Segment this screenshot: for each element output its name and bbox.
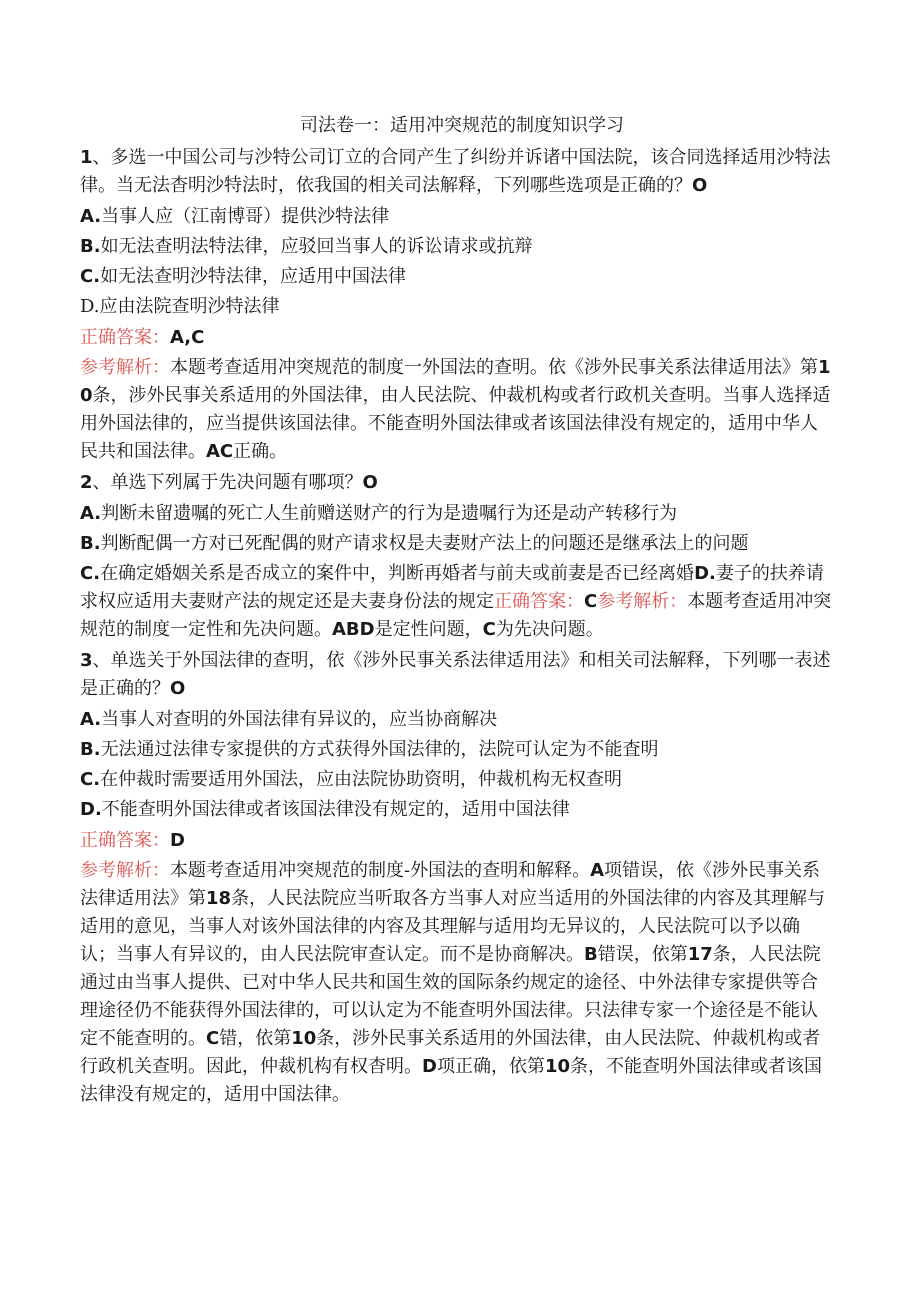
- question-3-answer: 正确答案：D: [80, 830, 185, 851]
- question-1-option-d: D.应由法院查明沙特法律: [80, 296, 280, 317]
- document-title: 司法卷一：适用冲突规范的制度知识学习: [300, 115, 624, 136]
- question-3-option-b: B.无法通过法律专家提供的方式获得外国法律的，法院可认定为不能査明: [80, 739, 659, 760]
- question-1-option-c: C.如无法查明沙特法律，应适用中国法律: [80, 266, 407, 287]
- question-1-analysis: 参考解析：本题考查适用冲突规范的制度一外国法的查明。依《涉外民事关系法律适用法》第10条，涉外民事关系适用的外国法律，由人民法院、仲裁机构或者行政机关查明。当事人选择适用外国法律的，应当提供该国法律。不能查明外国法律或者该国法律没有规定的，适用中华人民共和国法律。AC正确。: [80, 357, 831, 462]
- question-1-option-b: B.如无法查明法特法律，应驳回当事人的诉讼请求或抗辩: [80, 236, 533, 257]
- question-2-option-a: A.判断未留遗嘱的死亡人生前赠送财产的行为是遗嘱行为还是动产转移行为: [80, 503, 678, 524]
- question-3-option-a: A.当事人对查明的外国法律有异议的，应当协商解决: [80, 709, 498, 730]
- question-1-stem: 1、多选一中国公司与沙特公司订立的合同产生了纠纷并诉诸中国法院，该合同选择适用沙特法律。当无法杳明沙特法时，依我国的相关司法解释，下列哪些选项是正确的？O: [80, 147, 831, 196]
- question-2-option-c-d-answer: C.在确定婚姻关系是否成立的案件中，判断再婚者与前夫或前妻是否已经离婚D.妻子的扶养请求权应适用夫妻财产法的规定还是夫妻身份法的规定正确答案：C参考解析：本题考查适用冲突规范的制度一定性和先决问题。ABD是定性问题，C为先决问题。: [80, 563, 832, 640]
- question-3-option-c: C.在仲裁时需要适用外国法，应由法院协助资明，仲裁机构无权查明: [80, 769, 623, 790]
- question-number: 1: [80, 147, 93, 168]
- question-3-analysis: 参考解析：本题考查适用冲突规范的制度-外国法的查明和解释。A项错误，依《涉外民事关系法律适用法》第18条，人民法院应当听取各方当事人对应当适用的外国法律的内容及其理解与适用的意见，当事人对该外国法律的内容及其理解与适用均无异议的，人民法院可以予以确认；当事人有异议的，由人民法院审查认定。而不是协商解决。B错误，依第17条，人民法院通过由当事人提供、已对中华人民共和国生效的国际条约规定的途径、中外法律专家提供等合理途径仍不能获得外国法律的，可以认定为不能查明外国法律。只法律专家一个途径是不能认定不能查明的。C错，依第10条，涉外民事关系适用的外国法律，由人民法院、仲裁机构或者行政机关查明。因此，仲裁机构有权杳明。D项正确，依第10条，不能查明外国法律或者该国法律没有规定的，适用中国法律。: [80, 860, 826, 1105]
- question-3-option-d: D.不能查明外国法律或者该国法律没有规定的，适用中国法律: [80, 799, 570, 820]
- question-1-option-a: A.当事人应（江南博哥）提供沙特法律: [80, 206, 390, 227]
- question-2-stem: 2、单选下列属于先决问题有哪项？O: [80, 472, 378, 493]
- question-1-answer: 正确答案：A,C: [80, 327, 205, 348]
- question-number: 3: [80, 650, 93, 671]
- question-2-option-b: B.判断配偶一方对已死配偶的财产请求权是夫妻财产法上的问题还是继承法上的问题: [80, 533, 749, 554]
- question-number: 2: [80, 472, 93, 493]
- question-3-stem: 3、单选关于外国法律的查明，依《涉外民事关系法律适用法》和相关司法解释，下列哪一表述是正确的？O: [80, 650, 831, 699]
